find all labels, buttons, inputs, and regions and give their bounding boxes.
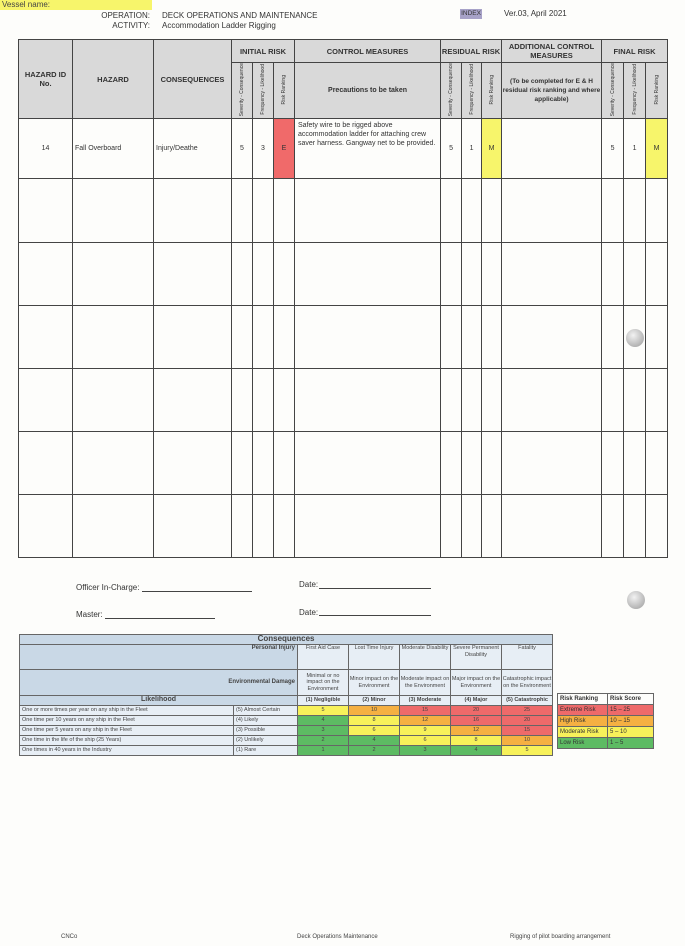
cell-final-frequency: 1 <box>624 119 646 179</box>
severity-level-5: (5) Catastrophic <box>502 696 553 706</box>
officer-date-label: Date: <box>299 580 319 589</box>
matrix-cell: 12 <box>400 716 451 726</box>
header-residual-risk: RESIDUAL RISK <box>441 40 502 63</box>
vessel-name-label: Vessel name: <box>0 0 152 10</box>
matrix-row <box>20 716 553 726</box>
sub-residual-frequency: Frequency - Likelihood <box>462 63 482 119</box>
activity-label: ACTIVITY: <box>112 21 150 30</box>
matrix-cell: 10 <box>502 736 553 746</box>
activity-value: Accommodation Ladder Rigging <box>162 21 276 30</box>
matrix-cell: 15 <box>502 726 553 736</box>
likelihood-level: (3) Possible <box>234 726 298 736</box>
master-label: Master: <box>76 610 103 619</box>
table-row <box>19 179 668 243</box>
table-row <box>19 432 668 495</box>
operation-label: OPERATION: <box>101 11 150 20</box>
matrix-cell: 6 <box>349 726 400 736</box>
master-date-label: Date: <box>299 608 319 617</box>
matrix-cell: 9 <box>400 726 451 736</box>
matrix-cell: 6 <box>400 736 451 746</box>
master-date-line[interactable] <box>319 615 431 616</box>
cell-final-severity: 5 <box>602 119 624 179</box>
header-additional-measures: ADDITIONAL CONTROL MEASURES <box>502 40 602 63</box>
severity-level-4: (4) Major <box>451 696 502 706</box>
matrix-cell: 1 <box>298 746 349 756</box>
matrix-cell: 4 <box>349 736 400 746</box>
footer-center: Deck Operations Maintenance <box>297 934 378 940</box>
severity-level-3: (3) Moderate <box>400 696 451 706</box>
matrix-cell: 2 <box>349 746 400 756</box>
environmental-4: Major impact on the Environment <box>451 670 502 696</box>
matrix-cell: 25 <box>502 706 553 716</box>
matrix-cell: 20 <box>451 706 502 716</box>
officer-date-line[interactable] <box>319 588 431 589</box>
table-row <box>19 306 668 369</box>
matrix-cell: 3 <box>298 726 349 736</box>
matrix-title: Consequences <box>20 635 553 645</box>
index-badge: INDEX <box>461 10 481 17</box>
header-consequences: CONSEQUENCES <box>154 40 232 119</box>
personal-injury-2: Lost Time Injury <box>349 645 400 670</box>
footer-right: Rigging of pilot boarding arrangement <box>510 934 611 940</box>
version-text: Ver.03, April 2021 <box>504 9 567 18</box>
sub-residual-severity: Severity - Consequence <box>441 63 462 119</box>
sub-final-ranking: Risk Ranking <box>646 63 668 119</box>
environmental-1: Minimal or no impact on the Environment <box>298 670 349 696</box>
cell-final-ranking: M <box>646 119 668 179</box>
legend-high-name: High Risk <box>558 716 608 727</box>
officer-signature-line[interactable] <box>142 591 252 592</box>
legend-header-score: Risk Score <box>608 694 654 705</box>
cell-initial-frequency: 3 <box>253 119 274 179</box>
likelihood-level: (5) Almost Certain <box>234 706 298 716</box>
cell-hazard-id: 14 <box>19 119 73 179</box>
personal-injury-1: First Aid Case <box>298 645 349 670</box>
matrix-cell: 5 <box>502 746 553 756</box>
matrix-cell: 4 <box>451 746 502 756</box>
cell-control-measures: Safety wire to be rigged above accommodation ladder for attaching crew saver harness. Gangway net to be provided. <box>295 119 441 179</box>
environmental-3: Moderate impact on the Environment <box>400 670 451 696</box>
personal-injury-label: Personal Injury <box>20 645 298 670</box>
severity-level-2: (2) Minor <box>349 696 400 706</box>
matrix-cell: 12 <box>451 726 502 736</box>
header-final-risk: FINAL RISK <box>602 40 668 63</box>
personal-injury-5: Fatality <box>502 645 553 670</box>
risk-assessment-table <box>18 39 668 558</box>
table-row <box>19 495 668 558</box>
sub-final-frequency: Frequency - Likelihood <box>624 63 646 119</box>
sub-initial-severity: Severity - Consequence <box>232 63 253 119</box>
punch-hole-icon <box>626 329 644 347</box>
cell-hazard: Fall Overboard <box>73 119 154 179</box>
table-row <box>19 243 668 306</box>
legend-high-score: 10 – 15 <box>608 716 654 727</box>
sub-initial-ranking: Risk Ranking <box>274 63 295 119</box>
sub-residual-ranking: Risk Ranking <box>482 63 502 119</box>
header-hazard: HAZARD <box>73 40 154 119</box>
header-hazard-id: HAZARD ID No. <box>19 40 73 119</box>
sub-additional-note: (To be completed for E & H residual risk ranking and where applicable) <box>502 63 602 119</box>
matrix-cell: 16 <box>451 716 502 726</box>
likelihood-label: Likelihood <box>20 696 298 706</box>
header-initial-risk: INITIAL RISK <box>232 40 295 63</box>
personal-injury-4: Severe Permanent Disability <box>451 645 502 670</box>
likelihood-desc: One time per 5 years on any ship in the Fleet <box>20 726 234 736</box>
matrix-row <box>20 736 553 746</box>
sub-final-severity: Severity - Consequence <box>602 63 624 119</box>
sub-initial-frequency: Frequency - Likelihood <box>253 63 274 119</box>
legend-moderate-name: Moderate Risk <box>558 727 608 738</box>
matrix-row <box>20 726 553 736</box>
cell-residual-ranking: M <box>482 119 502 179</box>
matrix-cell: 8 <box>451 736 502 746</box>
risk-legend <box>557 693 654 749</box>
environmental-damage-label: Environmental Damage <box>20 670 298 696</box>
matrix-cell: 2 <box>298 736 349 746</box>
matrix-cell: 15 <box>400 706 451 716</box>
matrix-cell: 10 <box>349 706 400 716</box>
risk-matrix <box>19 634 553 756</box>
cell-initial-severity: 5 <box>232 119 253 179</box>
likelihood-desc: One time in the life of the ship (25 Years) <box>20 736 234 746</box>
cell-consequence: Injury/Deathe <box>154 119 232 179</box>
likelihood-level: (1) Rare <box>234 746 298 756</box>
cell-initial-ranking: E <box>274 119 295 179</box>
footer-left: CNCo <box>61 934 78 940</box>
matrix-cell: 3 <box>400 746 451 756</box>
legend-extreme-name: Extreme Risk <box>558 705 608 716</box>
master-signature-line[interactable] <box>105 618 215 619</box>
likelihood-level: (4) Likely <box>234 716 298 726</box>
punch-hole-icon <box>627 591 645 609</box>
likelihood-level: (2) Unlikely <box>234 736 298 746</box>
legend-moderate-score: 5 – 10 <box>608 727 654 738</box>
officer-in-charge-label: Officer In-Charge: <box>76 583 140 592</box>
personal-injury-3: Moderate Disability <box>400 645 451 670</box>
table-row <box>19 119 668 179</box>
cell-residual-severity: 5 <box>441 119 462 179</box>
matrix-cell: 20 <box>502 716 553 726</box>
environmental-2: Minor impact on the Environment <box>349 670 400 696</box>
table-row <box>19 369 668 432</box>
sub-precautions: Precautions to be taken <box>295 63 441 119</box>
operation-value: DECK OPERATIONS AND MAINTENANCE <box>162 11 318 20</box>
legend-extreme-score: 15 – 25 <box>608 705 654 716</box>
cell-residual-frequency: 1 <box>462 119 482 179</box>
cell-additional-measures <box>502 119 602 179</box>
matrix-cell: 5 <box>298 706 349 716</box>
matrix-row <box>20 746 553 756</box>
likelihood-desc: One times in 40 years in the Industry <box>20 746 234 756</box>
environmental-5: Catastrophic impact on the Environment <box>502 670 553 696</box>
legend-low-name: Low Risk <box>558 738 608 749</box>
legend-low-score: 1 – 5 <box>608 738 654 749</box>
likelihood-desc: One time per 10 years on any ship in the Fleet <box>20 716 234 726</box>
severity-level-1: (1) Negligible <box>298 696 349 706</box>
likelihood-desc: One or more times per year on any ship in the Fleet <box>20 706 234 716</box>
matrix-cell: 4 <box>298 716 349 726</box>
header-control-measures: CONTROL MEASURES <box>295 40 441 63</box>
legend-header-ranking: Risk Ranking <box>558 694 608 705</box>
matrix-cell: 8 <box>349 716 400 726</box>
matrix-row <box>20 706 553 716</box>
